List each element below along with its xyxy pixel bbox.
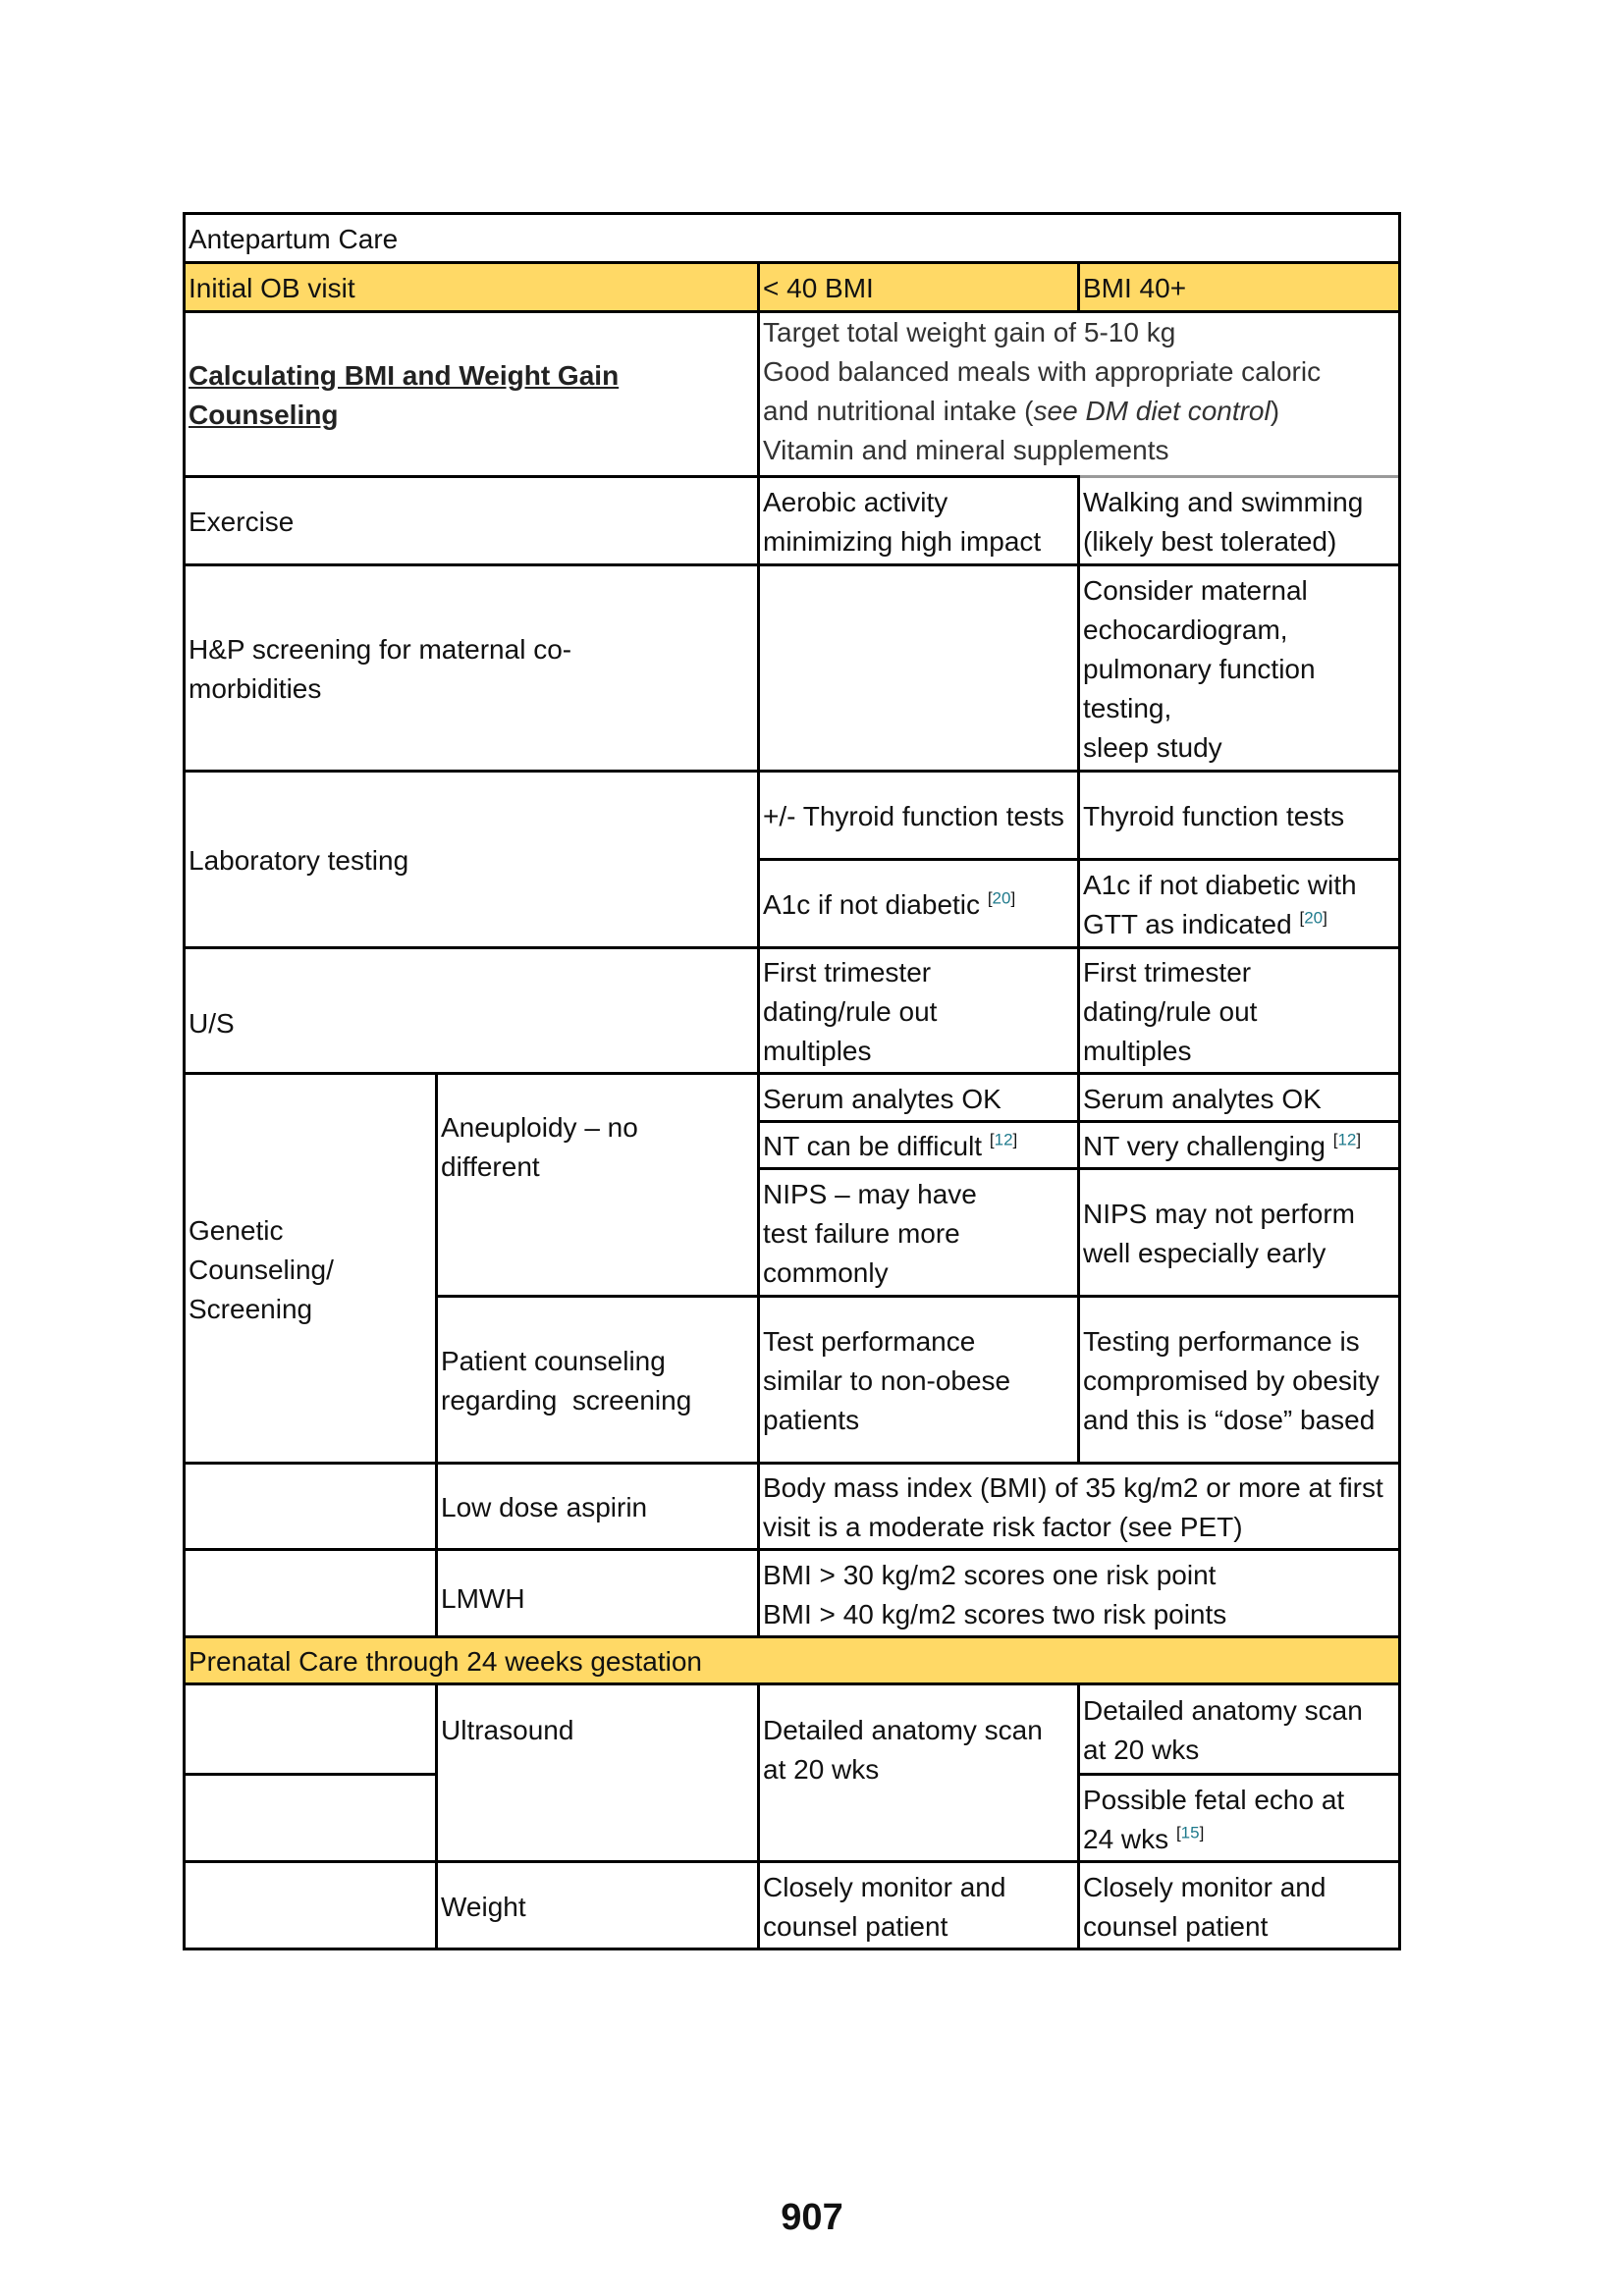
cell-text xyxy=(763,885,1072,925)
citation-link[interactable]: [20] xyxy=(1299,908,1327,928)
border-h xyxy=(184,1773,437,1776)
section-title: Prenatal Care through 24 weeks gestation xyxy=(189,1646,702,1677)
header-bmi-40-plus xyxy=(1078,262,1398,311)
header-label: < 40 BMI xyxy=(763,273,874,303)
citation-link[interactable]: [12] xyxy=(1332,1130,1362,1149)
nt-ge40 xyxy=(1078,1121,1398,1168)
cell-text: Serum analytes OK xyxy=(1083,1083,1322,1114)
border-h xyxy=(184,946,1401,949)
border-h xyxy=(184,1682,1401,1685)
border-h xyxy=(184,1635,1401,1638)
citation-link[interactable]: [20] xyxy=(987,888,1016,908)
cell-text: First trimester dating/rule out multiples xyxy=(763,957,938,1066)
us-ge40 xyxy=(1078,947,1398,1073)
text-line: sleep study xyxy=(1083,732,1222,763)
row-label-bmi-counseling xyxy=(184,311,758,476)
section-prenatal-header xyxy=(184,1636,1398,1683)
border-h xyxy=(184,1072,1401,1075)
header-label: BMI 40+ xyxy=(1083,273,1187,303)
border-h xyxy=(436,1295,1401,1298)
text-line: BMI > 30 kg/m2 scores one risk point xyxy=(763,1559,1217,1590)
border-h xyxy=(184,310,1401,313)
label-text: Patient counseling regarding screening xyxy=(441,1346,692,1415)
border-h xyxy=(184,563,1401,566)
cell-text xyxy=(1083,1127,1392,1166)
border-v xyxy=(757,261,760,313)
cell-text: Detailed anatomy scan at 20 wks xyxy=(1083,1695,1363,1765)
text-part: and nutritional intake ( xyxy=(763,396,1034,426)
header-lt40-bmi xyxy=(758,262,1078,311)
aspirin-value xyxy=(758,1463,1398,1549)
text-line: Good balanced meals with appropriate caloric xyxy=(763,356,1322,387)
lmwh-value xyxy=(758,1549,1398,1636)
citation-link[interactable]: [15] xyxy=(1175,1823,1205,1842)
text-part: A1c if not diabetic xyxy=(763,889,981,920)
hp-ge40 xyxy=(1078,564,1398,771)
counseling-lt40 xyxy=(758,1296,1078,1463)
row-label-ultrasound xyxy=(436,1683,758,1861)
cell-text: Walking and swimming (likely best tolerated) xyxy=(1083,487,1364,557)
ultrasound-ge40-b xyxy=(1078,1774,1398,1861)
label-text: LMWH xyxy=(441,1582,525,1614)
serum-ge40 xyxy=(1078,1073,1398,1121)
cell-text: Closely monitor and counsel patient xyxy=(1083,1871,1326,1942)
row-label-us xyxy=(184,947,758,1073)
border-v xyxy=(1077,1682,1080,1949)
border-v xyxy=(1077,261,1080,313)
cell-text: +/- Thyroid function tests xyxy=(763,801,1064,831)
text-line: echocardiogram, xyxy=(1083,614,1288,645)
border-v xyxy=(1077,475,1080,1465)
ultrasound-empty-a xyxy=(184,1683,436,1774)
nips-ge40 xyxy=(1078,1168,1398,1296)
lmwh-empty xyxy=(184,1549,436,1636)
cell-text: NIPS may not perform well especially early xyxy=(1083,1199,1355,1268)
us-lt40 xyxy=(758,947,1078,1073)
border-h xyxy=(184,1860,1401,1863)
border-h xyxy=(184,1462,1401,1465)
text-part: ) xyxy=(1270,396,1280,426)
hp-lt40 xyxy=(758,564,1078,771)
label-text: Low dose aspirin xyxy=(441,1492,648,1522)
aneuploidy-label xyxy=(436,1073,758,1296)
text-line: testing, xyxy=(1083,693,1172,723)
bmi-counseling-link[interactable]: Calculating BMI and Weight Gain Counseling xyxy=(189,360,620,430)
cell-text xyxy=(1083,866,1392,944)
border-v xyxy=(435,1682,438,1949)
border-h xyxy=(1078,1773,1401,1776)
cell-text: Aerobic activity minimizing high impact xyxy=(763,487,1042,557)
border-v xyxy=(435,1072,438,1637)
cell-text: Detailed anatomy scan at 20 wks xyxy=(763,1715,1043,1785)
border-h xyxy=(184,212,1401,215)
nips-lt40 xyxy=(758,1168,1078,1296)
border-h xyxy=(184,1548,1401,1551)
label-text: Weight xyxy=(441,1891,526,1922)
exercise-lt40 xyxy=(758,476,1078,564)
lab-thyroid-ge40 xyxy=(1078,771,1398,859)
text-part: A1c if not diabetic with GTT as indicated xyxy=(1083,870,1357,939)
citation-number[interactable]: 20 xyxy=(1304,908,1324,928)
border-v xyxy=(757,310,760,1637)
text-part: Possible fetal echo at 24 wks xyxy=(1083,1784,1345,1854)
cell-text: Testing performance is compromised by obesity and this is “dose” based xyxy=(1083,1326,1380,1435)
nt-lt40 xyxy=(758,1121,1078,1168)
citation-number[interactable]: 20 xyxy=(992,888,1011,908)
cell-text xyxy=(1083,1781,1378,1859)
italic-reference: see DM diet control xyxy=(1033,396,1271,426)
label-text: Genetic Counseling/ Screening xyxy=(189,1214,334,1324)
table-title-text: Antepartum Care xyxy=(189,224,399,254)
label-text: Exercise xyxy=(189,507,295,537)
weight-ge40 xyxy=(1078,1861,1398,1949)
citation-number[interactable]: 12 xyxy=(994,1130,1013,1149)
lab-a1c-ge40 xyxy=(1078,859,1398,947)
text-line: Target total weight gain of 5-10 kg xyxy=(763,317,1176,347)
header-initial-ob-visit xyxy=(184,262,758,311)
label-text: H&P screening for maternal co-morbidities xyxy=(189,634,572,704)
citation-link[interactable]: [12] xyxy=(989,1130,1018,1149)
counseling-label xyxy=(436,1296,758,1463)
cell-text: Serum analytes OK xyxy=(763,1083,1001,1114)
row-label-hp-screening xyxy=(184,564,758,771)
exercise-ge40 xyxy=(1078,476,1398,564)
border-h-gray xyxy=(1079,475,1399,478)
ultrasound-lt40 xyxy=(758,1683,1078,1861)
ultrasound-ge40-a xyxy=(1078,1683,1398,1774)
text-line: BMI > 40 kg/m2 scores two risk points xyxy=(763,1598,1227,1629)
border-h xyxy=(184,770,1401,773)
cell-text xyxy=(763,1127,1072,1166)
text-line xyxy=(763,392,1392,431)
label-text: Laboratory testing xyxy=(189,845,409,876)
bmi-counseling-content xyxy=(758,311,1398,476)
border-v xyxy=(757,1682,760,1949)
border-h xyxy=(184,261,1401,264)
border-v-right xyxy=(1398,212,1401,1950)
border-h xyxy=(184,475,1079,478)
ultrasound-empty-b xyxy=(184,1774,436,1861)
aspirin-empty xyxy=(184,1463,436,1549)
counseling-ge40 xyxy=(1078,1296,1398,1463)
cell-text: First trimester dating/rule out multiples xyxy=(1083,957,1258,1066)
cell-text: Body mass index (BMI) of 35 kg/m2 or more at first visit is a moderate risk factor (see PET) xyxy=(763,1472,1383,1542)
border-v-left xyxy=(183,212,186,1950)
row-label-lmwh xyxy=(436,1549,758,1636)
citation-number[interactable]: 15 xyxy=(1180,1823,1200,1842)
cell-text: Closely monitor and counsel patient xyxy=(763,1871,1006,1942)
text-part: NT very challenging xyxy=(1083,1131,1326,1161)
table-title xyxy=(184,213,1398,262)
row-label-aspirin xyxy=(436,1463,758,1549)
text-line: pulmonary function xyxy=(1083,654,1316,684)
serum-lt40 xyxy=(758,1073,1078,1121)
border-h xyxy=(184,1948,1401,1950)
weight-empty xyxy=(184,1861,436,1949)
text-line: Vitamin and mineral supplements xyxy=(763,435,1169,465)
header-label: Initial OB visit xyxy=(189,273,355,303)
row-label-laboratory xyxy=(184,771,758,947)
text-part: NT can be difficult xyxy=(763,1131,983,1161)
label-text: Aneuploidy – no different xyxy=(441,1112,638,1182)
row-label-genetic xyxy=(184,1073,436,1463)
weight-lt40 xyxy=(758,1861,1078,1949)
label-text: U/S xyxy=(189,1008,235,1039)
cell-text: Test performance similar to non-obese patients xyxy=(763,1326,1011,1435)
cell-text: Thyroid function tests xyxy=(1083,801,1345,831)
page-number: 907 xyxy=(781,2197,843,2238)
text-line: Consider maternal xyxy=(1083,575,1308,606)
row-label-weight xyxy=(436,1861,758,1949)
row-label-exercise xyxy=(184,476,758,564)
citation-number[interactable]: 12 xyxy=(1337,1130,1357,1149)
lab-a1c-lt40 xyxy=(758,859,1078,947)
label-text: Ultrasound xyxy=(441,1715,574,1745)
cell-text: NIPS – may have test failure more commonly xyxy=(763,1179,977,1288)
lab-thyroid-lt40 xyxy=(758,771,1078,859)
